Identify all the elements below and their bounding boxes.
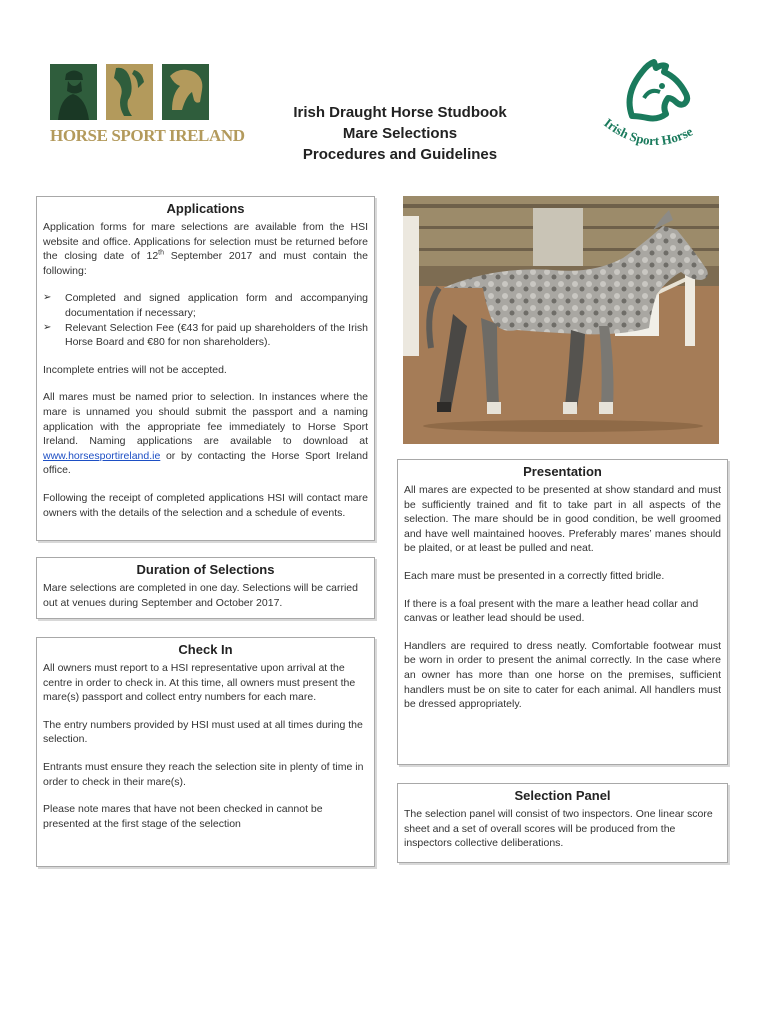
following-paragraph: Following the receipt of completed applications HSI will contact mare owners with the details of the selection and a schedule of events.: [43, 491, 368, 519]
checkin-p1: All owners must report to a HSI representative upon arrival at the centre in order to check in. At this time, all owners must present the mare(s) passport and collect entry numbers for each mare.: [43, 662, 356, 704]
checkin-p2: The entry numbers provided by HSI must used at all times during the selection.: [43, 718, 363, 746]
applications-box: [36, 196, 375, 541]
applications-intro: Application forms for mare selections are available from the HSI website and office. Applications for selection must be returned before the closing date of 12th September 2017 and must contain the following:: [43, 221, 368, 277]
incomplete-note: Incomplete entries will not be accepted.: [43, 363, 227, 376]
ish-wordmark: Irish Sport Horse: [601, 115, 696, 149]
bullet-item: [43, 321, 368, 350]
title-line-3: Procedures and Guidelines: [302, 146, 498, 163]
presentation-p2: Each mare must be presented in a correctly fitted bridle.: [404, 569, 665, 582]
horse-head-icon: [162, 64, 209, 120]
checkin-heading: Check In: [178, 642, 233, 657]
hsi-website-link[interactable]: www.horsesportireland.ie: [43, 449, 161, 462]
presentation-heading: Presentation: [523, 464, 602, 479]
bullet-text: Relevant Selection Fee (€43 for paid up shareholders of the Irish Horse Board and €80 for non shareholders).: [65, 321, 368, 349]
arrow-bullet-icon: ➢: [43, 292, 52, 304]
document-title: [230, 102, 570, 165]
duration-heading: Duration of Selections: [136, 562, 275, 577]
checkin-p4: Please note mares that have not been checked in cannot be presented at the first stage of the selection: [43, 803, 323, 830]
presentation-box: [397, 459, 728, 765]
naming-paragraph: All mares must be named prior to selection. In instances where the mare is unnamed you should submit the passport and a naming application with the appropriate fee immediately to Horse Sport Ireland. Naming applications are available to download at www.horsesportireland.ie or by contacting the Horse Sport Ireland office.: [43, 391, 368, 477]
arrow-bullet-icon: ➢: [43, 321, 52, 333]
hsi-wordmark: HORSE SPORT IRELAND: [50, 126, 245, 145]
bullet-item: [43, 291, 368, 320]
applications-heading: Applications: [166, 201, 245, 216]
title-line-2: Mare Selections: [342, 125, 458, 142]
panel-heading: Selection Panel: [514, 788, 611, 803]
grey-mare-photo-icon: [403, 196, 719, 444]
title-line-1: Irish Draught Horse Studbook: [293, 104, 507, 121]
checkin-p3: Entrants must ensure they reach the selection site in plenty of time in order to check in their mare(s).: [43, 760, 364, 788]
selection-panel-box: [397, 783, 728, 863]
irish-sport-horse-logo: [592, 58, 722, 156]
horse-photo: [403, 196, 719, 444]
horse-head-logo-icon: [592, 58, 722, 156]
horse-leg-icon: [106, 64, 153, 120]
presentation-p1: All mares are expected to be presented at show standard and must be sufficiently trained and fit to take part in all aspects of the selection. The mare should be in good condition, be well groomed and have well maintained hooves. Preferably mares’ manes should be plaited, or at least be pulled and neat.: [404, 484, 721, 555]
checkin-box: [36, 637, 375, 867]
hsi-logo: [50, 64, 245, 156]
presentation-p4: Handlers are required to dress neatly. Comfortable footwear must be worn in order to present the animal correctly. In the case where an owner has more than one horse on the premises, sufficient handlers must be on site to cater for each animal. All handlers must be dressed appropriately.: [404, 639, 721, 711]
duration-box: [36, 557, 375, 619]
rider-icon: [50, 64, 97, 120]
panel-text: The selection panel will consist of two inspectors. One linear score sheet and a set of overall scores will be produced from the inspectors collective deliberations.: [404, 808, 713, 850]
bullet-text: Completed and signed application form and accompanying documentation if necessary;: [65, 292, 368, 319]
presentation-p3: If there is a foal present with the mare a leather head collar and canvas or leather lead should be used.: [404, 597, 699, 625]
duration-text: Mare selections are completed in one day. Selections will be carried out at venues during September and October 2017.: [43, 582, 358, 609]
